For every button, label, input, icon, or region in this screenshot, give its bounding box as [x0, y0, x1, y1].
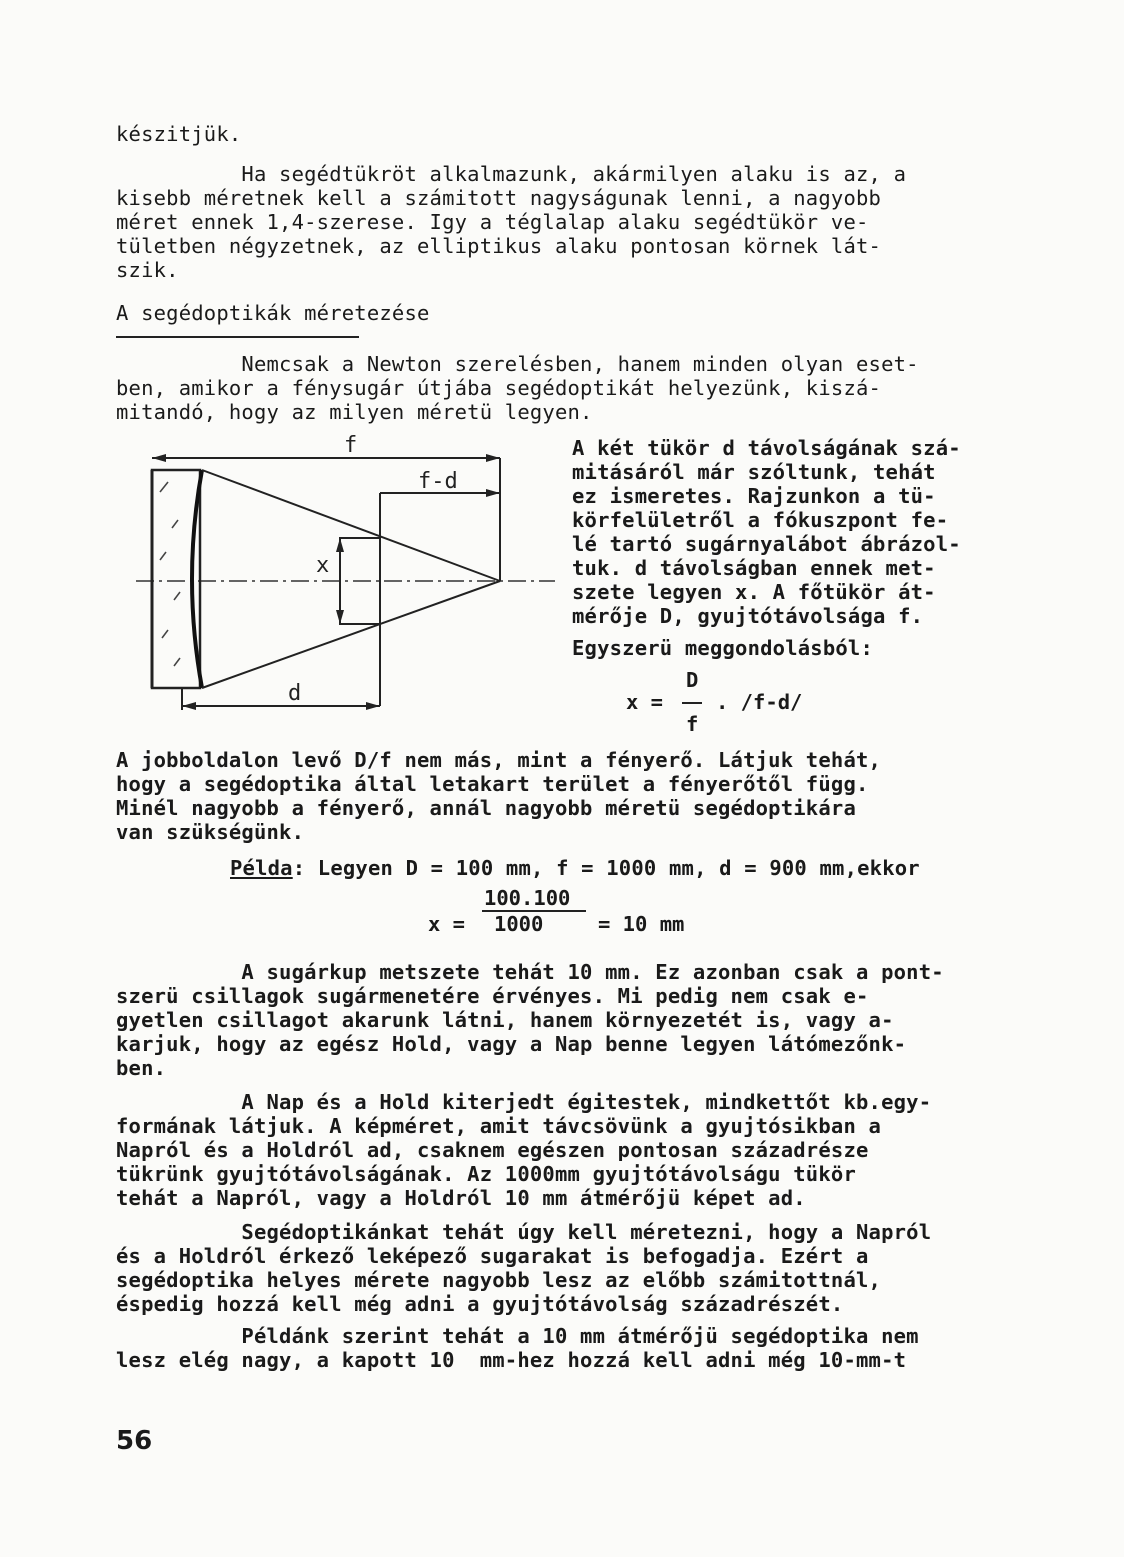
side-text-line: A két tükör d távolságának szá- — [572, 436, 961, 460]
text-line: Minél nagyobb a fényerő, annál nagyobb méretü segédoptikára — [116, 796, 856, 820]
label-f: f — [344, 433, 358, 458]
text-line: ben. — [116, 1056, 167, 1080]
text-line: A sugárkup metszete tehát 10 mm. Ez azonban csak a pont- — [116, 960, 944, 984]
formula2-denominator: 1000 — [494, 912, 544, 936]
text-line: szerü csillagok sugármenetére érvényes. Mi pedig nem csak e- — [116, 984, 869, 1008]
text-line: mitandó, hogy az milyen méretü legyen. — [116, 400, 593, 424]
text-line: van szükségünk. — [116, 820, 305, 844]
text-line: és a Holdról érkező leképező sugarakat is befogadja. Ezért a — [116, 1244, 869, 1268]
formula1-rhs: . /f-d/ — [716, 690, 803, 714]
side-text-line: ez ismeretes. Rajzunkon a tü- — [572, 484, 936, 508]
text-line: készitjük. — [116, 122, 242, 146]
text-line: Segédoptikánkat tehát úgy kell méretezni, hogy a Napról — [116, 1220, 932, 1244]
text-line: méret ennek 1,4-szerese. Igy a téglalap alaku segédtükör ve- — [116, 210, 869, 234]
text-line: segédoptika helyes mérete nagyobb lesz az előbb számitottnál, — [116, 1268, 882, 1292]
text-line: éspedig hozzá kell még adni a gyujtótávolság századrészét. — [116, 1292, 844, 1316]
example-line — [230, 856, 920, 880]
label-x: x — [316, 553, 330, 578]
side-text-line: tuk. d távolságban ennek met- — [572, 556, 936, 580]
text-line: lesz elég nagy, a kapott 10 mm-hez hozzá kell adni még 10-mm-t — [116, 1348, 907, 1372]
newton-optics-diagram — [130, 430, 560, 720]
formula1-denominator: f — [686, 712, 699, 736]
formula1-fraction-bar — [682, 702, 702, 704]
side-text-line: körfelületről a fókuszpont fe- — [572, 508, 949, 532]
text-line: kisebb méretnek kell a számitott nagyságunak lenni, a nagyobb — [116, 186, 882, 210]
formula2-lhs: x = — [428, 912, 478, 936]
text-line: szik. — [116, 258, 179, 282]
formula2-numerator: 100.100 — [484, 886, 571, 910]
formula-intro: Egyszerü meggondolásból: — [572, 636, 874, 660]
text-line: formának látjuk. A képméret, amit távcsövünk a gyujtósikban a — [116, 1114, 882, 1138]
side-text-line: szete legyen x. A főtükör át- — [572, 580, 936, 604]
side-text-line: mérője D, gyujtótávolsága f. — [572, 604, 924, 628]
formula2-rhs: = 10 mm — [598, 912, 685, 936]
page-number: 56 — [116, 1426, 153, 1456]
text-line: Ha segédtükröt alkalmazunk, akármilyen alaku is az, a — [116, 162, 907, 186]
text-line: tehát a Napról, vagy a Holdról 10 mm átmérőjü képet ad. — [116, 1186, 806, 1210]
example-text: : Legyen D = 100 mm, f = 1000 mm, d = 900 mm,ekkor — [292, 856, 920, 880]
text-line: tükrünk gyujtótávolságának. Az 1000mm gyujtótávolságu tükör — [116, 1162, 856, 1186]
text-line: Példánk szerint tehát a 10 mm átmérőjü segédoptika nem — [116, 1324, 919, 1348]
text-line: tületben négyzetnek, az elliptikus alaku pontosan körnek lát- — [116, 234, 882, 258]
text-line: Napról és a Holdról ad, csaknem egészen pontosan századrésze — [116, 1138, 869, 1162]
side-text-line: mitásáról már szóltunk, tehát — [572, 460, 936, 484]
text-line: hogy a segédoptika által letakart terület a fényerőtől függ. — [116, 772, 869, 796]
text-line: Nemcsak a Newton szerelésben, hanem minden olyan eset- — [116, 352, 919, 376]
text-line: karjuk, hogy az egész Hold, vagy a Nap benne legyen látómezőnk- — [116, 1032, 907, 1056]
text-line: A Nap és a Hold kiterjedt égitestek, mindkettőt kb.egy- — [116, 1090, 932, 1114]
lower-ray — [202, 581, 500, 688]
section-heading: A segédoptikák méretezése — [116, 301, 430, 325]
label-d: d — [288, 681, 302, 706]
heading-underline — [116, 336, 359, 338]
label-f-minus-d: f-d — [418, 469, 458, 494]
side-text-line: lé tartó sugárnyalábot ábrázol- — [572, 532, 961, 556]
text-line: A jobboldalon levő D/f nem más, mint a fényerő. Látjuk tehát, — [116, 748, 882, 772]
example-label: Példa — [230, 856, 293, 880]
text-line: gyetlen csillagot akarunk látni, hanem környezetét is, vagy a- — [116, 1008, 894, 1032]
mirror-hatching — [160, 482, 180, 666]
formula1-numerator: D — [686, 668, 699, 692]
formula1-lhs: x = — [626, 690, 676, 714]
text-line: ben, amikor a fénysugár útjába segédoptikát helyezünk, kiszá- — [116, 376, 882, 400]
